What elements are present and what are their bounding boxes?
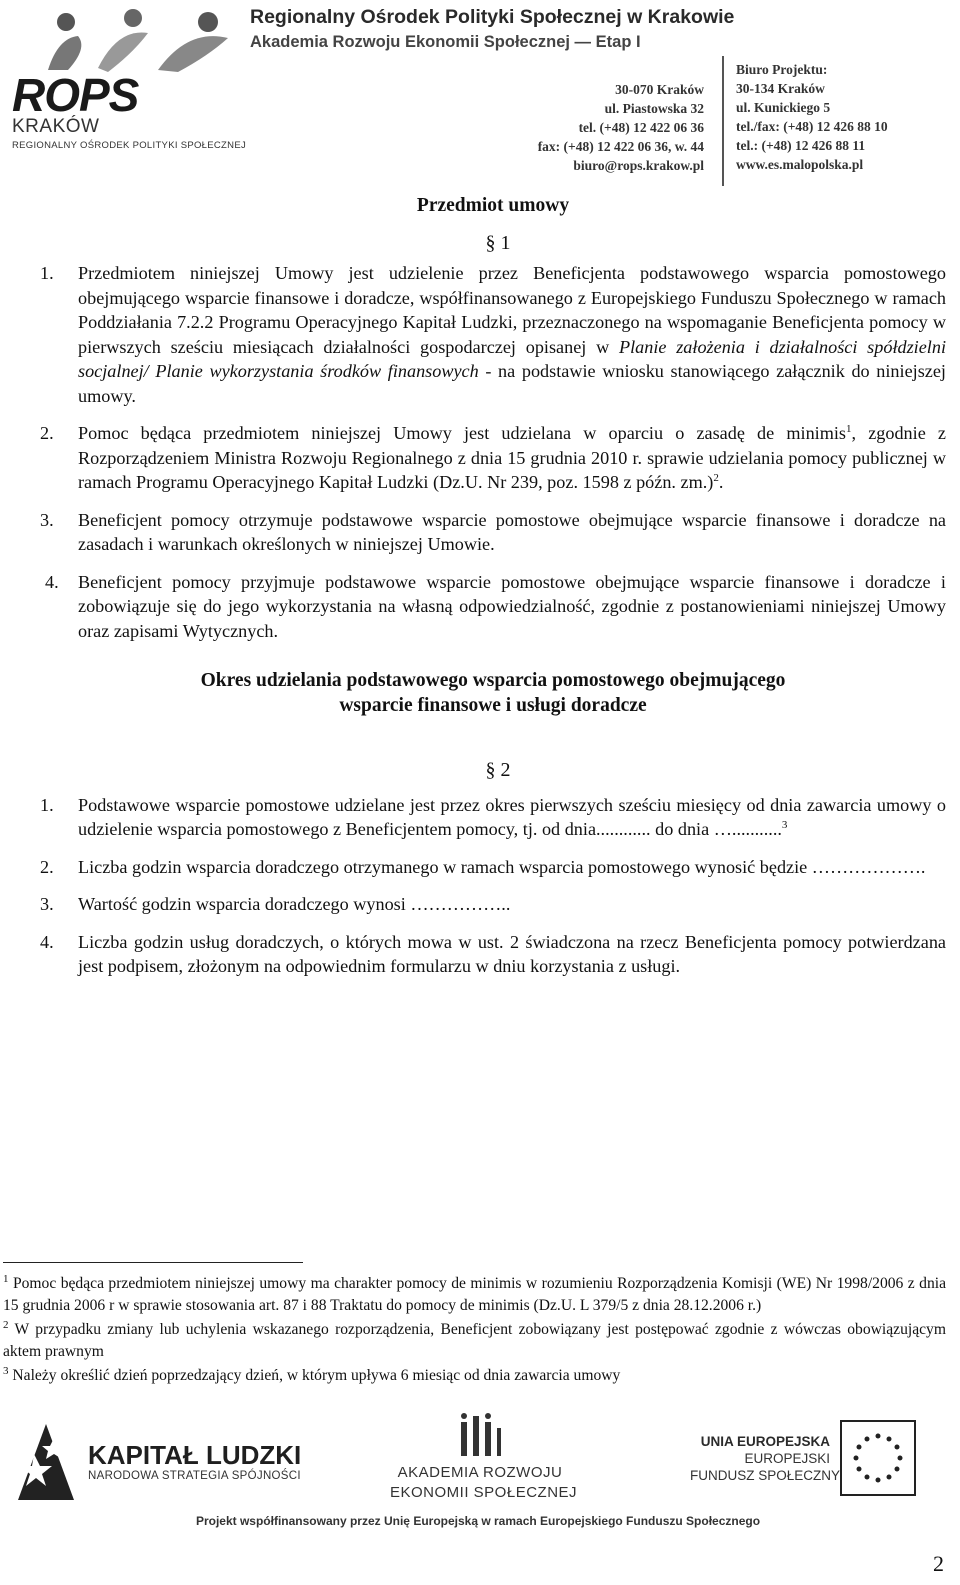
footnote bbox=[3, 1365, 946, 1387]
rops-city: KRAKÓW bbox=[12, 116, 100, 137]
footnote-text: W przypadku zmiany lub uchylenia wskazanego rozporządzenia, Beneficjent zobowiązany jest postępować zgodnie z wówczas obowiązującym aktem prawnym bbox=[3, 1321, 946, 1360]
footnote-ref[interactable]: 2 bbox=[713, 471, 719, 484]
item-text: Wartość godzin wsparcia doradczego wynosi …………….. bbox=[78, 894, 511, 914]
rops-wordmark: ROPS bbox=[12, 69, 139, 121]
footnote-number: 2 bbox=[3, 1318, 9, 1331]
kapital-ludzki-title: KAPITAŁ LUDZKI bbox=[88, 1440, 302, 1470]
project-subtitle: Akademia Rozwoju Ekonomii Społecznej — Etap I bbox=[250, 33, 641, 51]
item-text: Liczba godzin usług doradczych, o których mowa w ust. 2 świadczona na rzecz Beneficjenta pomocy potwierdzana jest podpisem, złożonym na odpowiednim formularzu w dniu korzystania z usługi. bbox=[78, 931, 946, 976]
address-line: www.es.malopolska.pl bbox=[736, 157, 864, 172]
item-text bbox=[78, 793, 946, 842]
akademia-line: EKONOMII SPOŁECZNEJ bbox=[390, 1484, 578, 1501]
page-number: 2 bbox=[933, 1551, 944, 1576]
item-number: 3. bbox=[40, 509, 54, 530]
rops-subtitle: REGIONALNY OŚRODEK POLITYKI SPOŁECZNEJ bbox=[12, 140, 247, 151]
footnote-ref[interactable]: 1 bbox=[846, 422, 852, 435]
footnote-ref[interactable]: 3 bbox=[781, 818, 788, 831]
item-number: 2. bbox=[40, 423, 54, 443]
section-2-title bbox=[40, 669, 946, 718]
item-text-part: , zgodnie z Rozporządzeniem Ministra Rozwoju Regionalnego z dnia 15 grudnia 2010 r. sprawie udzielania pomocy publicznej w ramach Programu Operacyjnego Kapitał Ludzki (Dz.U. Nr 239, poz. 1598 z późn. zm.) bbox=[78, 423, 946, 492]
list-item bbox=[40, 508, 946, 557]
institution-title: Regionalny Ośrodek Polityki Społecznej w Krakowie bbox=[250, 6, 735, 28]
address-line: biuro@rops.krakow.pl bbox=[573, 158, 704, 173]
page-footer bbox=[0, 1408, 960, 1585]
document-body bbox=[40, 190, 946, 979]
item-text-part: - na podstawie wniosku stanowiącego załącznik do niniejszej umowy. bbox=[78, 361, 946, 406]
kapital-ludzki-subtitle: NARODOWA STRATEGIA SPÓJNOŚCI bbox=[88, 1470, 301, 1482]
kapital-ludzki-logo-icon bbox=[10, 1414, 82, 1506]
akademia-logo-icon bbox=[455, 1410, 505, 1460]
footnote-number: 3 bbox=[3, 1364, 9, 1377]
address-line: ul. Piastowska 32 bbox=[604, 101, 704, 116]
section-2-title-line: Okres udzielania podstawowego wsparcia pomostowego obejmującego bbox=[200, 670, 786, 691]
cofinancing-note: Projekt współfinansowany przez Unię Europejską w ramach Europejskiego Funduszu Społecznego bbox=[195, 1514, 761, 1528]
item-number: 1. bbox=[40, 794, 54, 815]
address-line: 30-070 Kraków bbox=[615, 82, 704, 97]
list-item bbox=[40, 421, 946, 495]
item-number: 4. bbox=[45, 571, 59, 592]
footnote-text: Pomoc będąca przedmiotem niniejszej umowy ma charakter pomocy de minimis w rozumieniu Rozporządzenia Komisji (WE) Nr 1998/2006 z dnia 15 grudnia 2006 r w sprawie stosowania art. 87 i 88 Traktatu do pomocy de minimis (Dz.U. L 379/5 z dnia 28.12.2006 r.) bbox=[3, 1275, 946, 1314]
item-text: Liczba godzin wsparcia doradczego otrzymanego w ramach wsparcia pomostowego wynosić będzie ………………. bbox=[78, 856, 926, 877]
list-item bbox=[40, 793, 946, 842]
item-number: 3. bbox=[40, 894, 54, 914]
footnote-number: 1 bbox=[3, 1272, 9, 1285]
project-office-address bbox=[736, 60, 888, 174]
item-text-part: Pomoc będąca przedmiotem niniejszej Umowy jest udzielana w oparciu o zasadę de minimis bbox=[78, 423, 846, 443]
address-line: fax: (+48) 12 422 06 36, w. 44 bbox=[537, 139, 704, 154]
item-text: Beneficjent pomocy przyjmuje podstawowe wsparcie pomostowe obejmujące wsparcie finansowe i doradcze i zobowiązuje się do jego wykorzystania na własną odpowiedzialność, zgodnie z postanowieniami niniejszej Umowy oraz zapisami Wytycznych. bbox=[78, 571, 946, 641]
eu-flag-icon bbox=[840, 1420, 916, 1496]
footnote bbox=[3, 1319, 946, 1362]
item-text-part: Podstawowe wsparcie pomostowe udzielane jest przez okres pierwszych sześciu miesięcy od dnia zawarcia umowy o udzielenie wsparcia pomostowego z Beneficjentem pomocy, tj. od dnia............ do dnia …........... bbox=[78, 794, 946, 839]
item-text-part: Przedmiotem niniejszej Umowy jest udzielenie przez Beneficjenta podstawowego wsparcia pomostowego obejmującego wsparcie finansowe i doradcze, współfinansowanego z Europejskiego Funduszu Społecznego w ramach Poddziałania 7.2.2 Programu Operacyjnego Kapitał Ludzki, przeznaczonego na wspomaganie Beneficjenta pomocy w pierwszych sześciu miesiącach działalności gospodarczej opisanej w bbox=[78, 263, 946, 357]
item-number: 4. bbox=[40, 931, 54, 952]
footnote-text: Należy określić dzień poprzedzający dzień, w którym upływa 6 miesiąc od dnia zawarcia umowy bbox=[12, 1367, 621, 1384]
akademia-line: AKADEMIA ROZWOJU bbox=[397, 1464, 563, 1481]
main-address bbox=[538, 80, 704, 175]
rops-logo bbox=[8, 8, 247, 158]
address-line: ul. Kunickiego 5 bbox=[736, 100, 831, 115]
item-text-italic: Planie założenia i działalności spółdzielni socjalnej/ Planie wykorzystania środków finansowych bbox=[78, 336, 946, 381]
item-text-part: . bbox=[718, 472, 724, 492]
header-divider bbox=[722, 56, 724, 186]
eu-subtitle: FUNDUSZ SPOŁECZNY bbox=[690, 1468, 841, 1483]
section-2-title-line: wsparcie finansowe i usługi doradcze bbox=[339, 694, 647, 716]
section-2-paragraph-sign: § 2 bbox=[485, 759, 511, 781]
address-line: tel. (+48) 12 422 06 36 bbox=[578, 120, 704, 135]
item-number: 1. bbox=[40, 263, 54, 283]
item-text bbox=[78, 421, 946, 495]
list-item bbox=[40, 261, 946, 408]
footnotes bbox=[3, 1273, 946, 1387]
footnote-separator bbox=[3, 1262, 303, 1263]
address-line: tel./fax: (+48) 12 426 88 10 bbox=[736, 119, 888, 134]
list-item bbox=[40, 892, 946, 917]
section-1-paragraph-sign: § 1 bbox=[485, 231, 511, 254]
address-line: Biuro Projektu: bbox=[736, 62, 828, 77]
list-item bbox=[40, 855, 946, 880]
footnote bbox=[3, 1273, 946, 1316]
list-item bbox=[40, 930, 946, 979]
section-1-title: Przedmiot umowy bbox=[416, 195, 570, 216]
letterhead bbox=[0, 0, 960, 200]
list-item bbox=[40, 570, 946, 644]
address-line: tel.: (+48) 12 426 88 11 bbox=[736, 138, 866, 153]
item-text: Beneficjent pomocy otrzymuje podstawowe wsparcie pomostowe obejmujące wsparcie finansowe i doradcze na zasadach i warunkach określonych w niniejszej Umowie. bbox=[78, 509, 946, 554]
address-line: 30-134 Kraków bbox=[736, 81, 825, 96]
item-text bbox=[78, 261, 946, 408]
eu-subtitle: EUROPEJSKI bbox=[744, 1451, 830, 1466]
eu-title: UNIA EUROPEJSKA bbox=[700, 1434, 830, 1449]
item-number: 2. bbox=[40, 856, 54, 877]
